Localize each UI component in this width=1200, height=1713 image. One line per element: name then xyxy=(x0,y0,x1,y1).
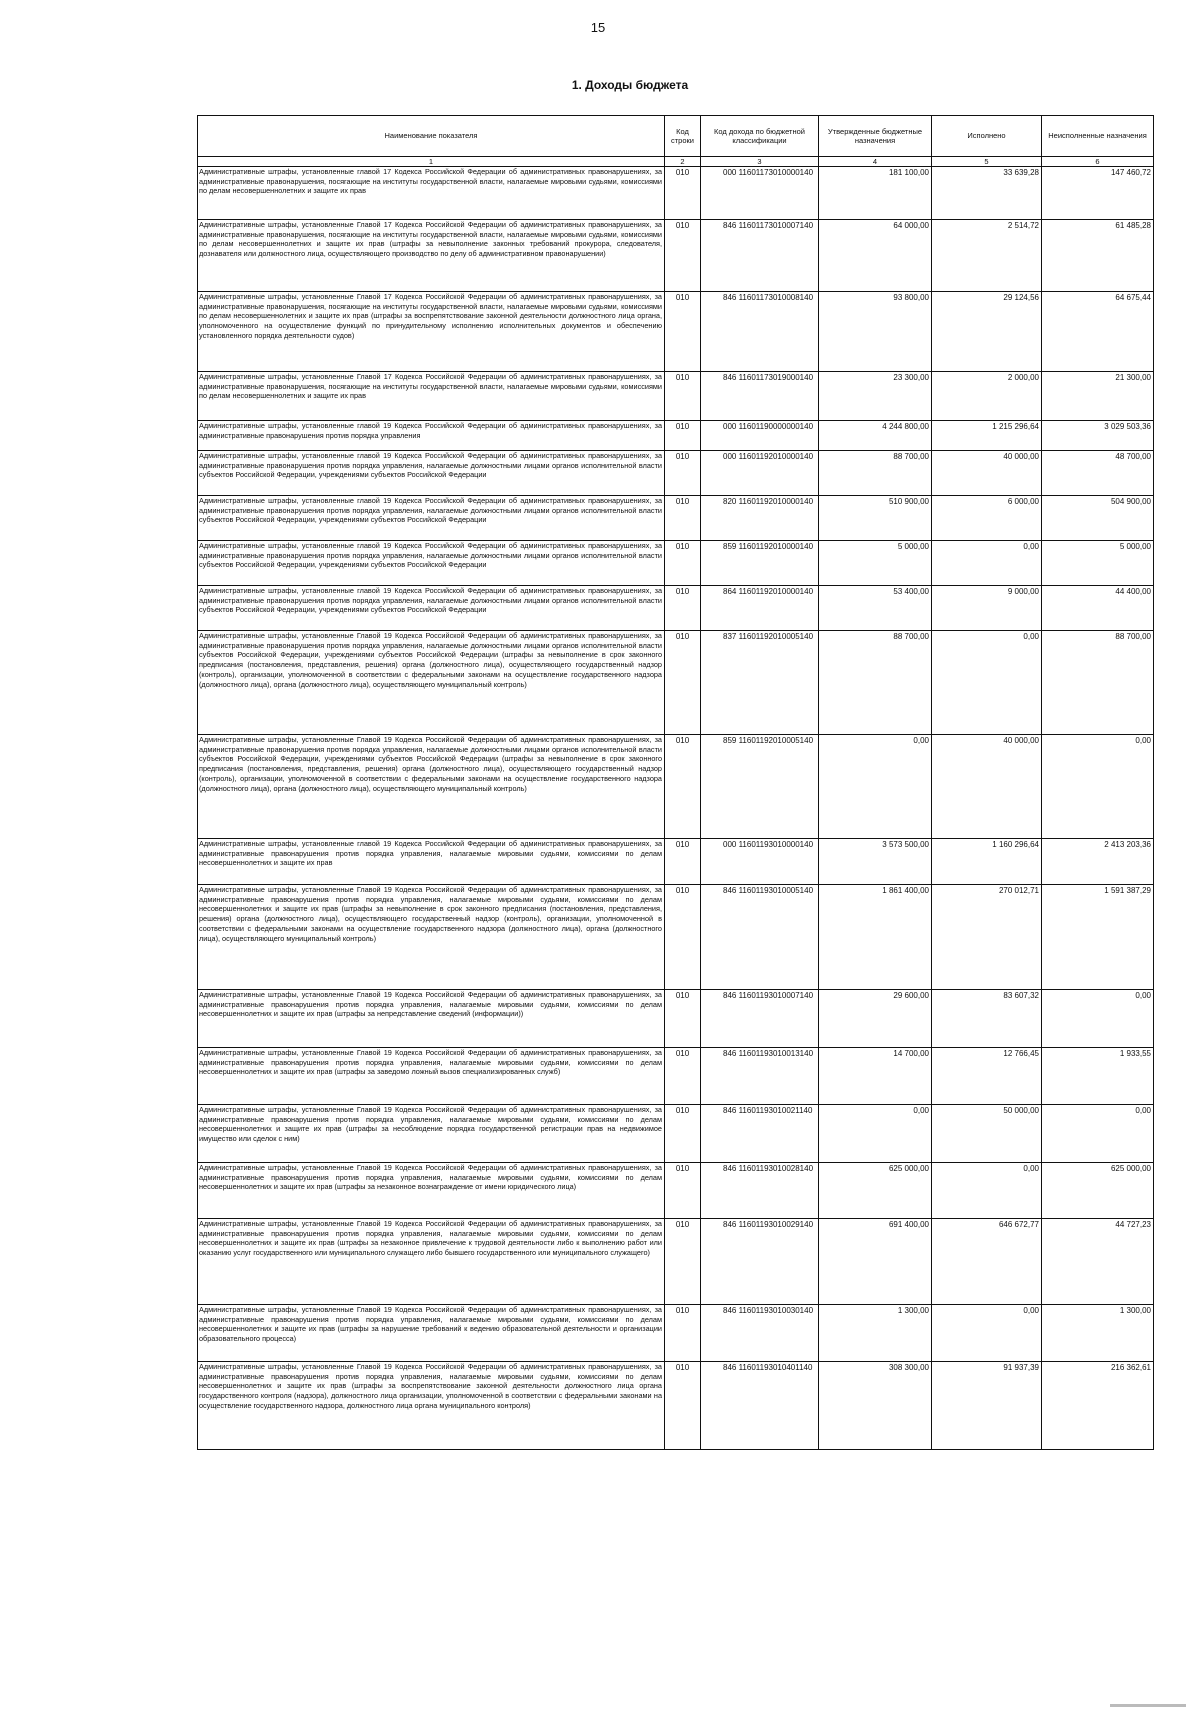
row-approved: 29 600,00 xyxy=(819,990,932,1048)
column-number: 1 xyxy=(198,157,665,167)
row-executed: 33 639,28 xyxy=(932,167,1042,220)
row-executed: 40 000,00 xyxy=(932,451,1042,496)
row-name: Административные штрафы, установленные Главой 17 Кодекса Российской Федерации об административных правонарушениях, за административные правонарушения, посягающие на институты государственной власти, налагаемые мировыми судьями, комиссиями по делам несовершеннолетних и защите их прав xyxy=(198,372,665,421)
row-unexecuted: 61 485,28 xyxy=(1042,220,1154,292)
row-budget-code: 864 11601192010000140 xyxy=(701,586,819,631)
header-line-code: Код строки xyxy=(665,116,701,157)
row-line-code: 010 xyxy=(665,421,701,451)
table-row xyxy=(198,839,1154,885)
row-executed: 2 514,72 xyxy=(932,220,1042,292)
row-name: Административные штрафы, установленные Главой 19 Кодекса Российской Федерации об административных правонарушениях, за административные правонарушения против порядка управления, налагаемые должностными лицами органов исполнительной власти субъектов Российской Федерации, учреждениями субъектов Российской Федерации (штрафы за невыполнение в срок законного предписания (постановления, представления, решения) органа (должностного лица), осуществляющего государственный надзор (контроль), организации, уполномоченной в соответствии с федеральными законами на осуществление государственного надзора (должностного лица), органа (должностного лица), осуществляющего муниципальный контроль) xyxy=(198,735,665,839)
row-executed: 6 000,00 xyxy=(932,496,1042,541)
row-approved: 510 900,00 xyxy=(819,496,932,541)
row-approved: 1 861 400,00 xyxy=(819,885,932,990)
row-executed: 1 215 296,64 xyxy=(932,421,1042,451)
row-budget-code: 846 11601173010007140 xyxy=(701,220,819,292)
row-budget-code: 000 11601173010000140 xyxy=(701,167,819,220)
row-line-code: 010 xyxy=(665,167,701,220)
table-row xyxy=(198,1163,1154,1219)
row-executed: 1 160 296,64 xyxy=(932,839,1042,885)
row-approved: 14 700,00 xyxy=(819,1048,932,1105)
row-budget-code: 846 11601193010401140 xyxy=(701,1362,819,1450)
row-unexecuted: 44 400,00 xyxy=(1042,586,1154,631)
row-executed: 0,00 xyxy=(932,1163,1042,1219)
row-name: Административные штрафы, установленные Главой 19 Кодекса Российской Федерации об административных правонарушениях, за административные правонарушения против порядка управления, налагаемые мировыми судьями, комиссиями по делам несовершеннолетних и защите их прав (штрафы за несоблюдение порядка государственной регистрации прав на недвижимое имущество или сделок с ним) xyxy=(198,1105,665,1163)
row-budget-code: 846 11601193010005140 xyxy=(701,885,819,990)
column-number: 2 xyxy=(665,157,701,167)
row-name: Административные штрафы, установленные главой 19 Кодекса Российской Федерации об административных правонарушениях, за административные правонарушения против порядка управления, налагаемые должностными лицами органов исполнительной власти субъектов Российской Федерации, учреждениями субъектов Российской Федерации xyxy=(198,586,665,631)
table-row xyxy=(198,586,1154,631)
row-budget-code: 846 11601173010008140 xyxy=(701,292,819,372)
table-row xyxy=(198,631,1154,735)
row-line-code: 010 xyxy=(665,541,701,586)
row-executed: 0,00 xyxy=(932,1305,1042,1362)
row-approved: 93 800,00 xyxy=(819,292,932,372)
row-name: Административные штрафы, установленные Главой 19 Кодекса Российской Федерации об административных правонарушениях, за административные правонарушения против порядка управления, налагаемые мировыми судьями, комиссиями по делам несовершеннолетних и защите их прав (штрафы за незаконное привлечение к трудовой деятельности либо к выполнению работ или оказанию услуг государственного или муниципального служащего либо бывшего государственного или муниципального служащего) xyxy=(198,1219,665,1305)
row-line-code: 010 xyxy=(665,1219,701,1305)
header-budget-code: Код дохода по бюджетной классификации xyxy=(701,116,819,157)
row-name: Административные штрафы, установленные Главой 19 Кодекса Российской Федерации об административных правонарушениях, за административные правонарушения против порядка управления, налагаемые мировыми судьями, комиссиями по делам несовершеннолетних и защите их прав (штрафы за воспрепятствование законной деятельности должностного лица органа государственного контроля (надзора), должностного лица организации, уполномоченной в соответствии с федеральными законами на осуществление государственного надзора, должностного лица органа муниципального контроля) xyxy=(198,1362,665,1450)
row-unexecuted: 2 413 203,36 xyxy=(1042,839,1154,885)
row-budget-code: 859 11601192010005140 xyxy=(701,735,819,839)
row-executed: 12 766,45 xyxy=(932,1048,1042,1105)
row-approved: 1 300,00 xyxy=(819,1305,932,1362)
row-unexecuted: 625 000,00 xyxy=(1042,1163,1154,1219)
row-budget-code: 846 11601193010030140 xyxy=(701,1305,819,1362)
row-unexecuted: 1 591 387,29 xyxy=(1042,885,1154,990)
row-unexecuted: 3 029 503,36 xyxy=(1042,421,1154,451)
row-approved: 0,00 xyxy=(819,735,932,839)
row-approved: 23 300,00 xyxy=(819,372,932,421)
row-executed: 9 000,00 xyxy=(932,586,1042,631)
header-name: Наименование показателя xyxy=(198,116,665,157)
table-row xyxy=(198,1362,1154,1450)
row-executed: 40 000,00 xyxy=(932,735,1042,839)
row-name: Административные штрафы, установленные главой 19 Кодекса Российской Федерации об административных правонарушениях, за административные правонарушения против порядка управления, налагаемые должностными лицами органов исполнительной власти субъектов Российской Федерации, учреждениями субъектов Российской Федерации xyxy=(198,541,665,586)
row-name: Административные штрафы, установленные Главой 19 Кодекса Российской Федерации об административных правонарушениях, за административные правонарушения против порядка управления, налагаемые мировыми судьями, комиссиями по делам несовершеннолетних и защите их прав (штрафы за заведомо ложный вызов специализированных служб) xyxy=(198,1048,665,1105)
row-approved: 53 400,00 xyxy=(819,586,932,631)
table-row xyxy=(198,990,1154,1048)
row-approved: 88 700,00 xyxy=(819,451,932,496)
row-approved: 5 000,00 xyxy=(819,541,932,586)
row-budget-code: 837 11601192010005140 xyxy=(701,631,819,735)
row-approved: 64 000,00 xyxy=(819,220,932,292)
row-line-code: 010 xyxy=(665,839,701,885)
table-row xyxy=(198,167,1154,220)
row-budget-code: 846 11601193010029140 xyxy=(701,1219,819,1305)
row-name: Административные штрафы, установленные главой 17 Кодекса Российской Федерации об административных правонарушениях, за административные правонарушения, посягающие на институты государственной власти, налагаемые мировыми судьями, комиссиями по делам несовершеннолетних и защите их прав xyxy=(198,167,665,220)
table-row xyxy=(198,372,1154,421)
row-budget-code: 846 11601193010021140 xyxy=(701,1105,819,1163)
row-name: Административные штрафы, установленные Главой 17 Кодекса Российской Федерации об административных правонарушениях, за административные правонарушения, посягающие на институты государственной власти, налагаемые мировыми судьями, комиссиями по делам несовершеннолетних и защите их прав (штрафы за воспрепятствование законной деятельности должностного лица органа, уполномоченного на осуществление функций по принудительному исполнению исполнительных документов и обеспечению установленного порядка деятельности судов) xyxy=(198,292,665,372)
table-row xyxy=(198,885,1154,990)
table-row xyxy=(198,1219,1154,1305)
row-budget-code: 000 11601193010000140 xyxy=(701,839,819,885)
row-name: Административные штрафы, установленные главой 19 Кодекса Российской Федерации об административных правонарушениях, за административные правонарушения против порядка управления, налагаемые должностными лицами органов исполнительной власти субъектов Российской Федерации, учреждениями субъектов Российской Федерации xyxy=(198,496,665,541)
row-line-code: 010 xyxy=(665,451,701,496)
row-approved: 0,00 xyxy=(819,1105,932,1163)
table-row xyxy=(198,496,1154,541)
row-budget-code: 846 11601193010028140 xyxy=(701,1163,819,1219)
row-unexecuted: 0,00 xyxy=(1042,1105,1154,1163)
row-name: Административные штрафы, установленные Главой 19 Кодекса Российской Федерации об административных правонарушениях, за административные правонарушения против порядка управления, налагаемые мировыми судьями, комиссиями по делам несовершеннолетних и защите их прав (штрафы за невыполнение в срок законного предписания (постановления, представления, решения) органа (должностного лица), осуществляющего государственный надзор (контроль), организации, уполномоченной в соответствии с федеральными законами на осуществление государственного надзора (должностного лица), органа (должностного лица), осуществляющего муниципальный контроль) xyxy=(198,885,665,990)
row-line-code: 010 xyxy=(665,1305,701,1362)
row-executed: 83 607,32 xyxy=(932,990,1042,1048)
row-line-code: 010 xyxy=(665,1048,701,1105)
row-line-code: 010 xyxy=(665,372,701,421)
row-budget-code: 846 11601193010007140 xyxy=(701,990,819,1048)
row-unexecuted: 147 460,72 xyxy=(1042,167,1154,220)
row-name: Административные штрафы, установленные Главой 19 Кодекса Российской Федерации об административных правонарушениях, за административные правонарушения против порядка управления, налагаемые мировыми судьями, комиссиями по делам несовершеннолетних и защите их прав (штрафы за незаконное вознаграждение от имени юридического лица) xyxy=(198,1163,665,1219)
header-approved: Утвержденные бюджетные назначения xyxy=(819,116,932,157)
row-budget-code: 859 11601192010000140 xyxy=(701,541,819,586)
row-line-code: 010 xyxy=(665,631,701,735)
column-number: 4 xyxy=(819,157,932,167)
row-unexecuted: 44 727,23 xyxy=(1042,1219,1154,1305)
table-row xyxy=(198,421,1154,451)
row-name: Административные штрафы, установленные Главой 19 Кодекса Российской Федерации об административных правонарушениях, за административные правонарушения против порядка управления, налагаемые мировыми судьями, комиссиями по делам несовершеннолетних и защите их прав (штрафы за непредставление сведений (информации)) xyxy=(198,990,665,1048)
row-name: Административные штрафы, установленные Главой 19 Кодекса Российской Федерации об административных правонарушениях, за административные правонарушения против порядка управления, налагаемые должностными лицами органов исполнительной власти субъектов Российской Федерации, учреждениями субъектов Российской Федерации (штрафы за невыполнение в срок законного предписания (постановления, представления, решения) органа (должностного лица), осуществляющего государственный надзор (контроль), организации, уполномоченной в соответствии с федеральными законами на осуществление государственного надзора (должностного лица), органа (должностного лица), осуществляющего муниципальный контроль) xyxy=(198,631,665,735)
row-line-code: 010 xyxy=(665,885,701,990)
row-unexecuted: 5 000,00 xyxy=(1042,541,1154,586)
row-line-code: 010 xyxy=(665,990,701,1048)
table-row xyxy=(198,541,1154,586)
row-unexecuted: 1 933,55 xyxy=(1042,1048,1154,1105)
column-number-row xyxy=(198,157,1154,167)
row-line-code: 010 xyxy=(665,292,701,372)
row-budget-code: 846 11601173019000140 xyxy=(701,372,819,421)
row-unexecuted: 216 362,61 xyxy=(1042,1362,1154,1450)
table-row xyxy=(198,735,1154,839)
table-row xyxy=(198,292,1154,372)
row-executed: 0,00 xyxy=(932,631,1042,735)
row-name: Административные штрафы, установленные главой 19 Кодекса Российской Федерации об административных правонарушениях, за административные правонарушения против порядка управления, налагаемые должностными лицами органов исполнительной власти субъектов Российской Федерации, учреждениями субъектов Российской Федерации xyxy=(198,451,665,496)
row-name: Административные штрафы, установленные главой 19 Кодекса Российской Федерации об административных правонарушениях, за административные правонарушения против порядка управления xyxy=(198,421,665,451)
row-unexecuted: 504 900,00 xyxy=(1042,496,1154,541)
row-unexecuted: 48 700,00 xyxy=(1042,451,1154,496)
table-row xyxy=(198,220,1154,292)
header-executed: Исполнено xyxy=(932,116,1042,157)
row-unexecuted: 0,00 xyxy=(1042,735,1154,839)
row-executed: 2 000,00 xyxy=(932,372,1042,421)
row-budget-code: 846 11601193010013140 xyxy=(701,1048,819,1105)
row-line-code: 010 xyxy=(665,735,701,839)
row-executed: 50 000,00 xyxy=(932,1105,1042,1163)
row-approved: 625 000,00 xyxy=(819,1163,932,1219)
row-name: Административные штрафы, установленные Главой 19 Кодекса Российской Федерации об административных правонарушениях, за административные правонарушения против порядка управления, налагаемые мировыми судьями, комиссиями по делам несовершеннолетних и защите их прав (штрафы за нарушение требований к ведению образовательной деятельности и организации образовательного процесса) xyxy=(198,1305,665,1362)
column-number: 6 xyxy=(1042,157,1154,167)
row-approved: 308 300,00 xyxy=(819,1362,932,1450)
page-number: 15 xyxy=(590,20,606,35)
scan-edge-mark xyxy=(1110,1704,1186,1707)
row-unexecuted: 1 300,00 xyxy=(1042,1305,1154,1362)
row-approved: 181 100,00 xyxy=(819,167,932,220)
row-executed: 29 124,56 xyxy=(932,292,1042,372)
header-unexecuted: Неисполненные назначения xyxy=(1042,116,1154,157)
row-approved: 3 573 500,00 xyxy=(819,839,932,885)
row-unexecuted: 88 700,00 xyxy=(1042,631,1154,735)
row-executed: 0,00 xyxy=(932,541,1042,586)
income-table xyxy=(197,115,1154,1450)
row-name: Административные штрафы, установленные Главой 17 Кодекса Российской Федерации об административных правонарушениях, за административные правонарушения, посягающие на институты государственной власти, налагаемые мировыми судьями, комиссиями по делам несовершеннолетних и защите их прав (штрафы за невыполнение законных требований прокурора, следователя, дознавателя или должностного лица, осуществляющего производство по делу об административном правонарушении) xyxy=(198,220,665,292)
row-unexecuted: 21 300,00 xyxy=(1042,372,1154,421)
table-row xyxy=(198,1048,1154,1105)
row-line-code: 010 xyxy=(665,220,701,292)
section-title: 1. Доходы бюджета xyxy=(571,78,689,92)
row-budget-code: 000 11601190000000140 xyxy=(701,421,819,451)
column-number: 3 xyxy=(701,157,819,167)
row-approved: 88 700,00 xyxy=(819,631,932,735)
row-line-code: 010 xyxy=(665,1163,701,1219)
table-row xyxy=(198,451,1154,496)
row-line-code: 010 xyxy=(665,586,701,631)
row-executed: 646 672,77 xyxy=(932,1219,1042,1305)
row-budget-code: 000 11601192010000140 xyxy=(701,451,819,496)
table-header-row xyxy=(198,116,1154,157)
row-executed: 91 937,39 xyxy=(932,1362,1042,1450)
row-approved: 4 244 800,00 xyxy=(819,421,932,451)
row-unexecuted: 0,00 xyxy=(1042,990,1154,1048)
row-name: Административные штрафы, установленные главой 19 Кодекса Российской Федерации об административных правонарушениях, за административные правонарушения против порядка управления, налагаемые мировыми судьями, комиссиями по делам несовершеннолетних и защите их прав xyxy=(198,839,665,885)
row-unexecuted: 64 675,44 xyxy=(1042,292,1154,372)
row-approved: 691 400,00 xyxy=(819,1219,932,1305)
table-row xyxy=(198,1305,1154,1362)
row-budget-code: 820 11601192010000140 xyxy=(701,496,819,541)
row-line-code: 010 xyxy=(665,496,701,541)
table-row xyxy=(198,1105,1154,1163)
column-number: 5 xyxy=(932,157,1042,167)
row-line-code: 010 xyxy=(665,1362,701,1450)
row-executed: 270 012,71 xyxy=(932,885,1042,990)
row-line-code: 010 xyxy=(665,1105,701,1163)
